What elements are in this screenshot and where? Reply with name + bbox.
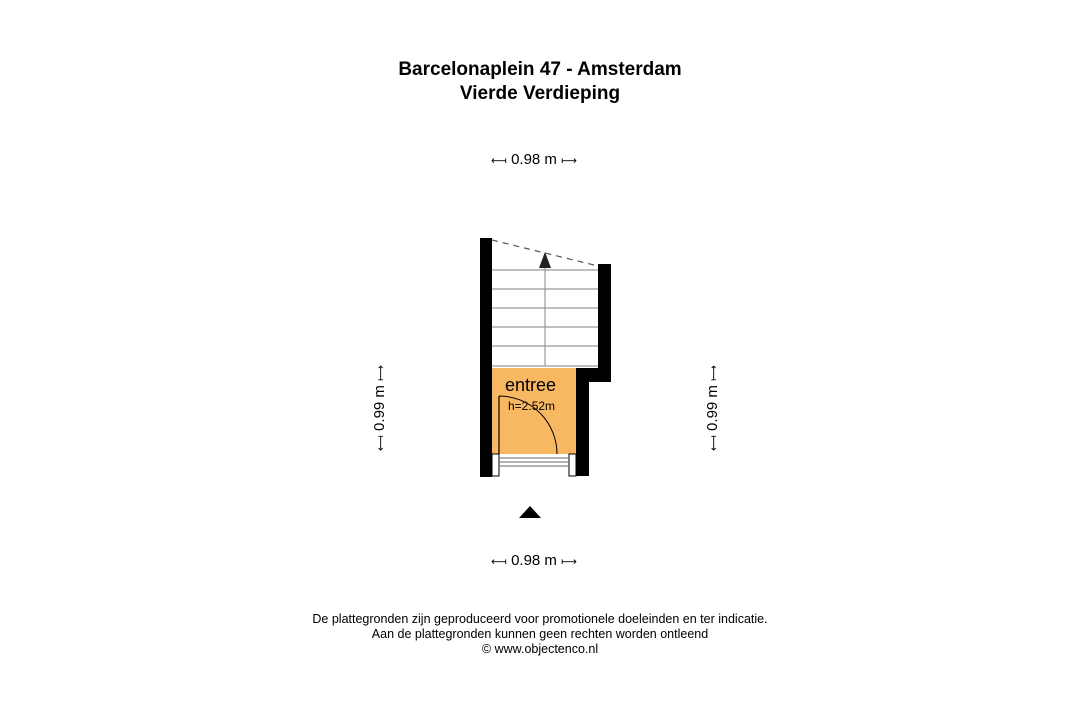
copyright-line: © www.objectenco.nl bbox=[481, 642, 599, 656]
right-height-label: 0.99 m bbox=[704, 385, 721, 431]
disclaimer bbox=[0, 612, 1080, 657]
disclaimer-line-2: Aan de plattegronden kunnen geen rechten worden ontleend bbox=[371, 627, 709, 641]
floor-title: Vierde Verdieping bbox=[459, 83, 621, 104]
bottom-width-label: 0.98 m bbox=[511, 552, 557, 569]
address-title: Barcelonaplein 47 - Amsterdam bbox=[398, 59, 682, 80]
right-wall-upper bbox=[598, 264, 611, 382]
door-jamb-left bbox=[492, 454, 499, 476]
dimension-arrow-right-icon: ⟼ bbox=[561, 556, 577, 568]
dimension-arrow-icon: ⟻ bbox=[375, 435, 387, 451]
dimension-arrow-icon: ⟼ bbox=[708, 365, 720, 381]
dimension-arrow-icon: ⟻ bbox=[708, 435, 720, 451]
dimension-arrow-right-icon: ⟼ bbox=[561, 155, 577, 167]
door-jamb-right bbox=[569, 454, 576, 476]
left-height-label: 0.99 m bbox=[371, 385, 388, 431]
entrance-arrow-icon bbox=[519, 506, 541, 518]
top-width-label: 0.98 m bbox=[511, 151, 557, 168]
dimension-arrow-icon: ⟼ bbox=[375, 365, 387, 381]
dimension-arrow-left-icon: ⟻ bbox=[491, 556, 507, 568]
room-height: h=2.52m bbox=[508, 399, 556, 413]
right-wall-lower bbox=[576, 368, 589, 476]
left-wall bbox=[480, 238, 492, 477]
dimension-arrow-left-icon: ⟻ bbox=[491, 155, 507, 167]
disclaimer-line-1: De plattegronden zijn geproduceerd voor promotionele doeleinden en ter indicatie. bbox=[312, 612, 768, 626]
room-name: entree bbox=[505, 375, 557, 395]
